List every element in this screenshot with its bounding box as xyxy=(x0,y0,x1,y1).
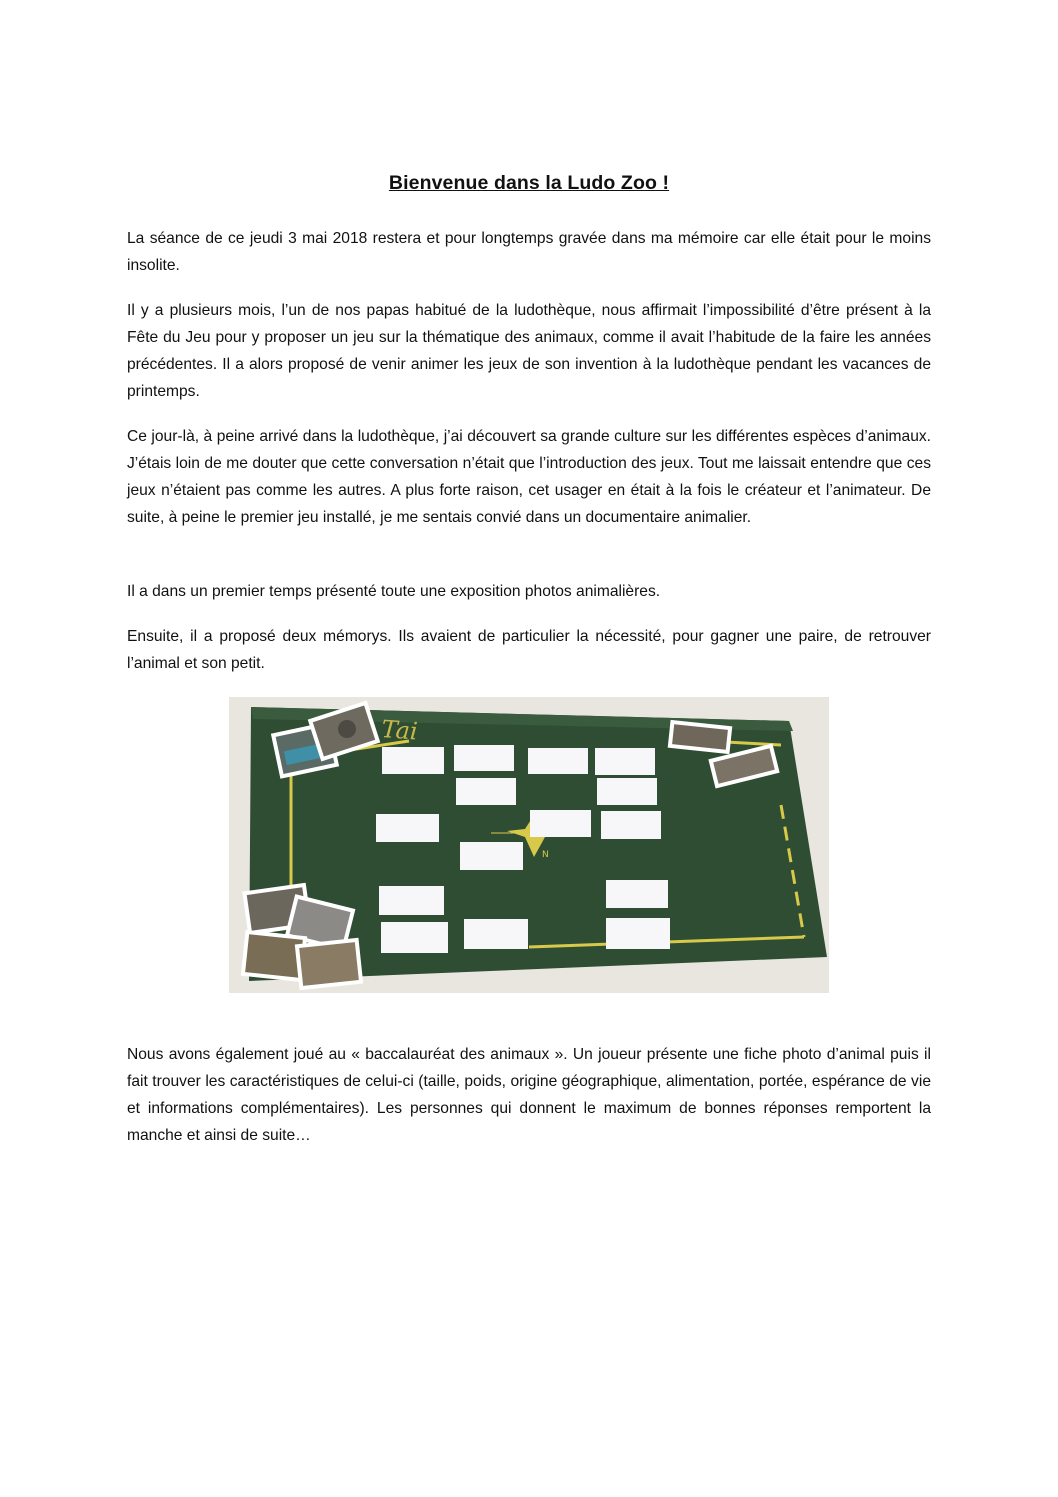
memory-card xyxy=(597,778,657,805)
paragraph-exhibition: Il a dans un premier temps présenté toute une exposition photos animalières. xyxy=(127,583,661,600)
paragraph-day: Ce jour-là, à peine arrivé dans la ludothèque, j’ai découvert sa grande culture sur les différentes espèces d’animaux. J’étais loin de me douter que cette conversation n’était que l’introduction des jeux. Tout me laissait entendre que ces jeux n’étaient pas comme les autres. A plus forte raison, cet usager en était à la fois le créateur et l’animateur. De suite, à peine le premier jeu installé, je me sentais convié dans un documentaire animalier. xyxy=(127,428,931,526)
memory-card xyxy=(382,747,444,774)
memory-game-board-illustration xyxy=(229,697,829,993)
memory-card xyxy=(606,880,668,908)
memory-card xyxy=(454,745,514,771)
memory-card xyxy=(528,748,588,774)
memory-card xyxy=(606,918,670,949)
memory-game-photo xyxy=(229,697,829,993)
paragraph-intro: La séance de ce jeudi 3 mai 2018 restera et pour longtemps gravée dans ma mémoire car elle était pour le moins insolite. xyxy=(127,230,931,274)
memory-card xyxy=(464,919,528,949)
paragraph-baccalaureat: Nous avons également joué au « baccalauréat des animaux ». Un joueur présente une fiche photo d’animal puis il fait trouver les caractéristiques de celui-ci (taille, poids, origine géographique, alimentation, portée, espérance de vie et informations complémentaires). Les personnes qui donnent le maximum de bonnes réponses remportent la manche et ainsi de suite… xyxy=(127,1046,931,1144)
memory-card xyxy=(460,842,523,870)
memory-card xyxy=(376,814,439,842)
paragraph-context: Il y a plusieurs mois, l’un de nos papas habitué de la ludothèque, nous affirmait l’impossibilité d’être présent à la Fête du Jeu pour y proposer un jeu sur la thématique des animaux, comme il avait l’habitude de la faire les années précédentes. Il a alors proposé de venir animer les jeux de son invention à la ludothèque pendant les vacances de printemps. xyxy=(127,302,931,400)
board-text: Tai xyxy=(380,715,419,746)
memory-card xyxy=(381,922,448,953)
memory-card xyxy=(595,748,655,775)
compass-letter: N xyxy=(542,850,549,860)
page-title: Bienvenue dans la Ludo Zoo ! xyxy=(388,172,670,194)
memory-card xyxy=(530,810,591,837)
memory-card xyxy=(379,886,444,915)
paragraph-memory-games: Ensuite, il a proposé deux mémorys. Ils avaient de particulier la nécessité, pour gagner une paire, de retrouver l’animal et son petit. xyxy=(127,628,931,672)
memory-card xyxy=(456,778,516,805)
memory-card xyxy=(601,811,661,839)
